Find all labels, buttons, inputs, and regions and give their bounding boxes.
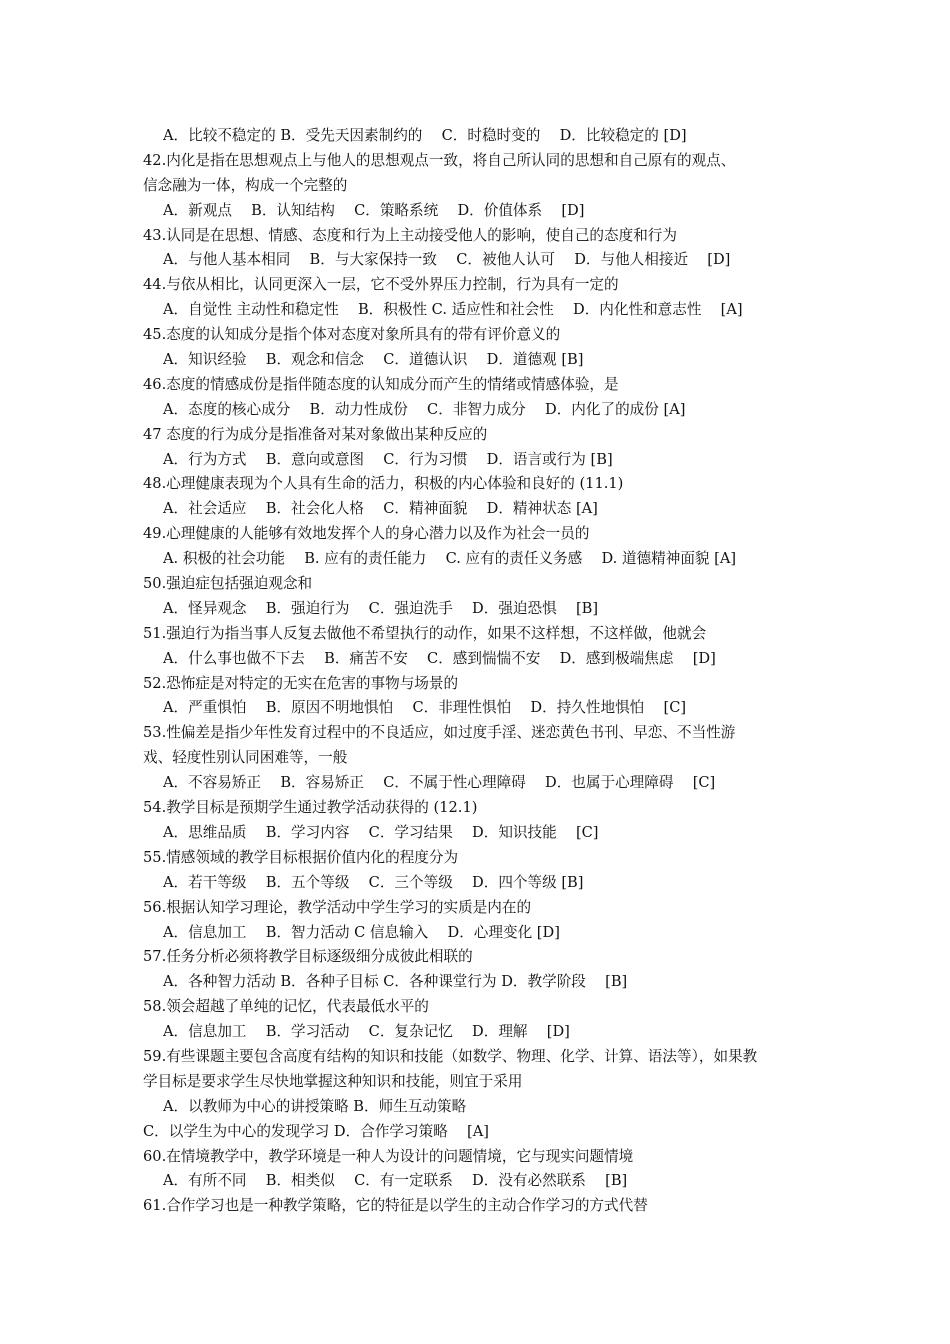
answer-options-line: A．各种智力活动 B．各种子目标 C．各种课堂行为 D．教学阶段 [B] [163, 973, 628, 991]
question-text-line: 46.态度的情感成份是指伴随态度的认知成分而产生的情绪或情感体验，是 [143, 375, 619, 393]
question-text-line: 戏、轻度性别认同困难等，一般 [143, 749, 348, 767]
question-text-line: 61.合作学习也是一种教学策略，它的特征是以学生的主动合作学习的方式代替 [143, 1197, 648, 1215]
question-text-line: 50.强迫症包括强迫观念和 [143, 575, 313, 593]
answer-options-line: A．思维品质 B．学习内容 C．学习结果 D．知识技能 [C] [163, 823, 599, 841]
answer-options-line: A．新观点 B．认知结构 C．策略系统 D．价值体系 [D] [163, 201, 585, 219]
answer-options-line: A．若干等级 B．五个等级 C．三个等级 D．四个等级 [B] [163, 873, 584, 891]
question-text-line: 44.与依从相比，认同更深入一层，它不受外界压力控制，行为具有一定的 [143, 276, 619, 294]
answer-options-line: A．知识经验 B．观念和信念 C．道德认识 D．道德观 [B] [163, 351, 584, 369]
answer-options-line: A．怪异观念 B．强迫行为 C．强迫洗手 D．强迫恐惧 [B] [163, 599, 599, 617]
question-text-line: 55.情感领域的教学目标根据价值内化的程度分为 [143, 848, 459, 866]
answer-options-line: A．比较不稳定的 B．受先天因素制约的 C．时稳时变的 D．比较稳定的 [D] [163, 127, 687, 144]
question-text-line: 57.任务分析必须将教学目标逐级细分成彼此相联的 [143, 948, 473, 966]
question-text-line: 42.内化是指在思想观点上与他人的思想观点一致，将自己所认同的思想和自己原有的观点、 [143, 151, 736, 169]
answer-options-line: A．社会适应 B．社会化人格 C．精神面貌 D．精神状态 [A] [163, 500, 598, 518]
answer-options-line: A．有所不同 B．相类似 C．有一定联系 D．没有必然联系 [B] [163, 1172, 628, 1190]
answer-options-line: A．信息加工 B．智力活动 C 信息输入 D．心理变化 [D] [163, 923, 560, 941]
question-text-line: 54.教学目标是预期学生通过教学活动获得的 (12.1) [143, 799, 478, 817]
question-text-line: 58.领会超越了单纯的记忆，代表最低水平的 [143, 998, 429, 1016]
question-text-line: 59.有些课题主要包含高度有结构的知识和技能（如数学、物理、化学、计算、语法等），如果教 [143, 1047, 758, 1065]
document-body [143, 124, 823, 1219]
answer-options-line: A．行为方式 B．意向或意图 C．行为习惯 D．语言或行为 [B] [163, 450, 613, 468]
question-text-line: 47 态度的行为成分是指准备对某对象做出某种反应的 [143, 425, 488, 443]
question-text-line: 53.性偏差是指少年性发育过程中的不良适应，如过度手淫、迷恋黄色书刊、早恋、不当性游 [143, 724, 736, 742]
question-text-line: 60.在情境教学中，教学环境是一种人为设计的问题情境，它与现实问题情境 [143, 1147, 634, 1165]
answer-options-line: A．态度的核心成分 B．动力性成份 C．非智力成分 D．内化了的成份 [A] [163, 400, 686, 418]
question-text-line: 51.强迫行为指当事人反复去做他不希望执行的动作，如果不这样想，不这样做，他就会 [143, 624, 707, 642]
answer-options-line: A．与他人基本相同 B．与大家保持一致 C．被他人认可 D．与他人相接近 [D] [163, 251, 731, 269]
question-text-line: 43.认同是在思想、情感、态度和行为上主动接受他人的影响，使自己的态度和行为 [143, 226, 677, 244]
answer-options-line: A. 积极的社会功能 B. 应有的责任能力 C. 应有的责任义务感 D. 道德精神面貌 [A] [163, 550, 737, 568]
question-text-line: 信念融为一体，构成一个完整的 [143, 176, 348, 194]
question-text-line: 52.恐怖症是对特定的无实在危害的事物与场景的 [143, 674, 459, 692]
question-text-line: 45.态度的认知成分是指个体对态度对象所具有的带有评价意义的 [143, 326, 561, 344]
question-text-line: 学目标是要求学生尽快地掌握这种知识和技能，则宜于采用 [143, 1072, 523, 1090]
answer-options-line: A．自觉性 主动性和稳定性 B．积极性 C. 适应性和社会性 D．内化性和意志性 [A] [163, 301, 743, 319]
answer-options-line: A．严重惧怕 B．原因不明地惧怕 C．非理性惧怕 D．持久性地惧怕 [C] [163, 699, 687, 717]
question-text-line: 49.心理健康的人能够有效地发挥个人的身心潜力以及作为社会一员的 [143, 525, 590, 543]
answer-options-line: A．信息加工 B．学习活动 C．复杂记忆 D．理解 [D] [163, 1023, 570, 1041]
question-text-line: 56.根据认知学习理论，教学活动中学生学习的实质是内在的 [143, 898, 532, 916]
answer-options-line: A．不容易矫正 B．容易矫正 C．不属于性心理障碍 D．也属于心理障碍 [C] [163, 774, 716, 792]
answer-options-line: A．以教师为中心的讲授策略 B．师生互动策略 [163, 1097, 467, 1115]
question-text-line: 48.心理健康表现为个人具有生命的活力，积极的内心体验和良好的 (11.1) [143, 475, 624, 493]
question-text-line: C．以学生为中心的发现学习 D．合作学习策略 [A] [143, 1122, 489, 1140]
answer-options-line: A．什么事也做不下去 B．痛苦不安 C．感到惴惴不安 D．感到极端焦虑 [D] [163, 649, 716, 667]
